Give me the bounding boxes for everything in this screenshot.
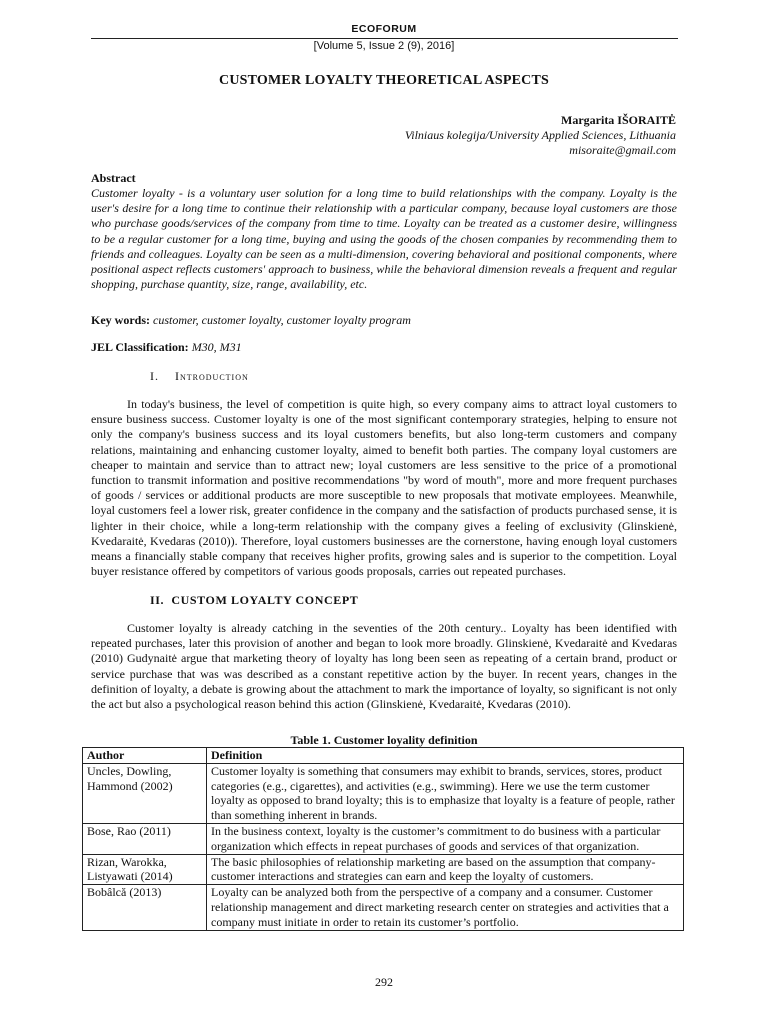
keywords-label: Key words: xyxy=(91,313,150,327)
abstract-heading: Abstract xyxy=(91,171,136,185)
concept-paragraph: Customer loyalty is already catching in the seventies of the 20th century.. Loyalty has been identified with repeated purchases, later this provision of another and began to look more broadly. Glinskienė, Kvedaraitė and Kvedaras (2010) Gudynaitė argue that marketing theory of loyalty has long been seen as repeating of a certain brand, product or service purchase that was was described as a constant repetitive action by the buyer. In recent years, changes in the definition of loyalty, a debate is growing about the attachment to mark the importance of loyalty, so significant is not only the act but also a psychological reason behind this action (Glinskienė, Kvedaraitė, Kvedaras (2010). xyxy=(91,621,677,712)
header-definition: Definition xyxy=(207,748,684,764)
header-rule xyxy=(91,38,678,39)
jel-value: M30, M31 xyxy=(191,340,242,354)
cell-definition: In the business context, loyalty is the customer’s commitment to do business with a particular organization which effects in repeat purchases of goods and services of that organization. xyxy=(207,823,684,854)
cell-author: Bose, Rao (2011) xyxy=(83,823,207,854)
abstract-text: Customer loyalty - is a voluntary user solution for a long time to build relationships with the company. Loyalty is the user's desire for a long time to continue their relationship with a particular company, because loyal customers are those who purchase goods/services of the company from time to time. Loyalty can be treated as a customer desire, willingness to be a regular customer for a long time, buying and using the goods of the chosen companies by recommending them to friends and colleagues. Loyalty can be seen as a multi-dimension, covering behavioral and positional components, where positional aspect reflects customers' approach to business, while the behavioral dimension reveals a frequent and regular shopping, purchase quantity, size, range, availability, etc. xyxy=(91,186,677,292)
header-author: Author xyxy=(83,748,207,764)
section-heading-concept xyxy=(150,593,358,608)
journal-name: ECOFORUM xyxy=(351,23,417,35)
table-header-row xyxy=(83,748,684,764)
section-heading-introduction xyxy=(150,369,249,384)
jel-line xyxy=(91,340,677,355)
author-block xyxy=(405,113,676,158)
table-row xyxy=(83,885,684,930)
table-caption: Table 1. Customer loyality definition xyxy=(290,733,478,747)
cell-definition: The basic philosophies of relationship marketing are based on the assumption that company-customer interactions and strategies can earn and keep the loyalty of customers. xyxy=(207,854,684,885)
table-row xyxy=(83,763,684,823)
table-row xyxy=(83,823,684,854)
section2-number: II. xyxy=(150,593,165,607)
section2-title: CUSTOM LOYALTY CONCEPT xyxy=(171,593,359,607)
section1-number: I. xyxy=(150,369,159,383)
section1-title: Introduction xyxy=(175,369,249,383)
definition-table xyxy=(82,747,684,931)
author-name: Margarita IŠORAITĖ xyxy=(561,113,676,127)
page-number: 292 xyxy=(375,975,393,989)
introduction-paragraph: In today's business, the level of competition is quite high, so every company aims to attract loyal customers to ensure business success. Customer loyalty is one of the most significant contemporary strategies, helping to ensure not only the company's business success and its loyal customers benefits, but also long-term customers and company relations, maintaining and enhancing customer loyalty, aimed to benefit both parties. The company loyal customers are cheaper to maintain and service than to attract new; loyal customers are less sensitive to the price of a promotional function to transmit information and positive recommendations "by word of mouth", more and more frequent purchases of goods / services or additional products are more susceptible to new proposals that motivate employees. Meanwhile, loyal customers feel a lower risk, greater confidence in the company and the satisfaction of products purchased sense, it is lighter in their choice, while a long-term relationship with the company gives a feeling of exclusivity (Glinskienė, Kvedaraitė, Kvedaras (2010)). Therefore, loyal customers businesses are the cornerstone, having enough loyal customers means a financially stable company that receives higher profits, growing sales and is superior to the competition. Loyal buyer resistance offered by competitors of various goods proposals, carries out repeated purchases. xyxy=(91,397,677,579)
cell-author: Bobâlcă (2013) xyxy=(83,885,207,930)
cell-author: Rizan, Warokka, Listyawati (2014) xyxy=(83,854,207,885)
volume-info: [Volume 5, Issue 2 (9), 2016] xyxy=(313,40,455,52)
article-title: CUSTOMER LOYALTY THEORETICAL ASPECTS xyxy=(219,73,549,88)
cell-author: Uncles, Dowling, Hammond (2002) xyxy=(83,763,207,823)
author-email[interactable]: misoraite@gmail.com xyxy=(569,143,676,157)
cell-definition: Customer loyalty is something that consumers may exhibit to brands, services, stores, product categories (e.g., cigarettes), and activities (e.g., swimming). Here we use the term customer loyalty as opposed to brand loyalty; this is to emphasize that loyalty is a feature of people, rather than something inherent in brands. xyxy=(207,763,684,823)
cell-definition: Loyalty can be analyzed both from the perspective of a company and a consumer. Customer relationship management and direct marketing research center on strategies and activities that a company must initiate in order to retain its customer’s portfolio. xyxy=(207,885,684,930)
author-affiliation: Vilniaus kolegija/University Applied Sciences, Lithuania xyxy=(404,128,676,142)
keywords-line xyxy=(91,313,677,328)
table-row xyxy=(83,854,684,885)
jel-label: JEL Classification: xyxy=(91,340,189,354)
keywords-value: customer, customer loyalty, customer loyalty program xyxy=(153,313,411,327)
